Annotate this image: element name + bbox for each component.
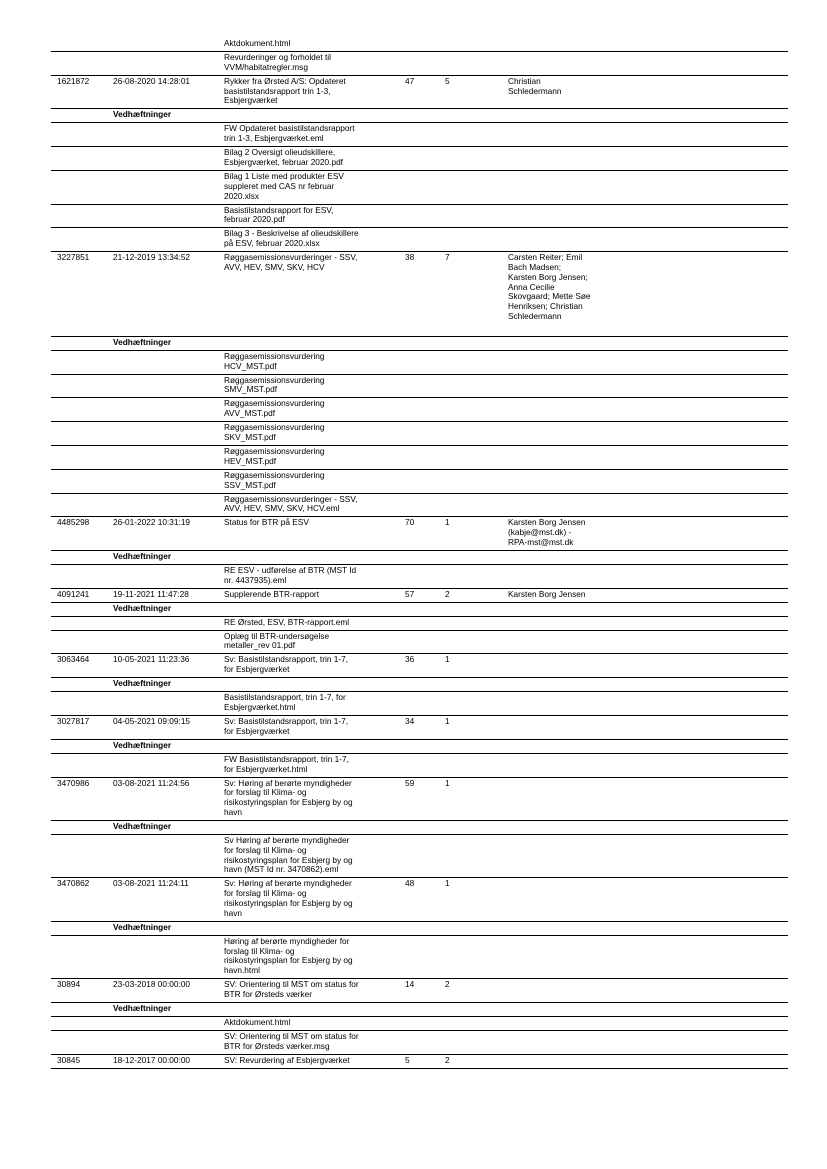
record-row	[51, 654, 788, 678]
attachment-row	[51, 171, 788, 205]
attachment-row	[51, 422, 788, 446]
record-row	[51, 878, 788, 921]
record-id: 30894	[57, 979, 81, 990]
attachment-filename: FW Opdateret basistilstandsrapport trin 1-3, Esbjergværket.eml	[224, 123, 355, 144]
attachment-row	[51, 754, 788, 778]
record-persons: Christian Schledermann	[508, 75, 562, 96]
attachment-filename: Røggasemissionsvurdering SMV_MST.pdf	[224, 374, 325, 395]
record-row	[51, 76, 788, 110]
record-id: 3227851	[57, 252, 90, 263]
attachment-filename: Røggasemissionsvurdering SKV_MST.pdf	[224, 422, 325, 442]
record-date: 19-11-2021 11:47:28	[113, 588, 189, 599]
record-id: 4091241	[57, 588, 90, 599]
record-count-2: 1	[445, 716, 450, 727]
attachments-header-row	[51, 603, 788, 617]
attachment-filename: Høring af berørte myndigheder for forslag til Klima- og risikostyringsplan for Esbjerg by og havn.html	[224, 935, 353, 976]
record-id: 3027817	[57, 716, 90, 727]
attachments-header-row	[51, 922, 788, 936]
record-id: 3470986	[57, 777, 90, 788]
attachments-header-label: Vedhæftninger	[113, 109, 172, 120]
record-date: 18-12-2017 00:00:00	[113, 1054, 191, 1065]
attachment-filename: Aktdokument.html	[224, 38, 291, 48]
attachment-filename: Røggasemissionsvurdering SSV_MST.pdf	[224, 469, 325, 490]
attachments-header-label: Vedhæftninger	[113, 821, 172, 832]
record-count-1: 36	[405, 654, 415, 665]
record-title: Sv: Basistilstandsrapport, trin 1-7, for Esbjergværket	[224, 654, 349, 675]
record-row	[51, 517, 788, 551]
record-title: Sv: Høring af berørte myndigheder for forslag til Klima- og risikostyringsplan for Esbjerg by og havn	[224, 777, 353, 818]
attachments-header-label: Vedhæftninger	[113, 602, 172, 613]
record-count-1: 14	[405, 979, 415, 990]
record-count-1: 70	[405, 517, 415, 528]
attachments-header-row	[51, 109, 788, 123]
attachment-row	[51, 123, 788, 147]
record-date: 10-05-2021 11:23:36	[113, 654, 190, 665]
attachments-header-row	[51, 551, 788, 565]
record-count-2: 5	[445, 75, 450, 86]
attachment-row	[51, 147, 788, 171]
record-row	[51, 252, 788, 337]
attachment-filename: Revurderinger og forholdet til VVM/habitatregler.msg	[224, 52, 331, 72]
attachment-row	[51, 52, 788, 76]
record-count-2: 2	[445, 1054, 450, 1065]
attachments-header-row	[51, 821, 788, 835]
attachments-header-row	[51, 678, 788, 692]
attachments-header-label: Vedhæftninger	[113, 550, 172, 561]
record-date: 23-03-2018 00:00:00	[113, 979, 191, 990]
record-id: 30845	[57, 1054, 81, 1065]
record-title: Røggasemissionsvurderinger - SSV, AVV, HEV, SMV, SKV, HCV	[224, 252, 358, 272]
attachment-row	[51, 398, 788, 422]
attachment-row	[51, 205, 788, 229]
attachment-filename: Bilag 2 Oversigt olieudskillere, Esbjergværket, februar 2020.pdf	[224, 147, 343, 167]
record-count-2: 2	[445, 588, 450, 599]
attachment-row	[51, 617, 788, 631]
record-count-2: 2	[445, 979, 450, 990]
attachment-row	[51, 1031, 788, 1055]
attachment-filename: Oplæg til BTR-undersøgelse metaller_rev 01.pdf	[224, 630, 330, 651]
attachment-row	[51, 375, 788, 399]
attachment-filename: Basistilstandsrapport, trin 1-7, for Esbjergværket.html	[224, 692, 346, 713]
record-row	[51, 716, 788, 740]
attachment-row	[51, 228, 788, 252]
record-row	[51, 979, 788, 1003]
record-count-1: 34	[405, 716, 415, 727]
record-title: Sv: Basistilstandsrapport, trin 1-7, for Esbjergværket	[224, 716, 349, 736]
record-persons: Karsten Borg Jensen (kabje@mst.dk) - RPA-mst@mst.dk	[508, 517, 586, 547]
attachment-filename: Basistilstandsrapport for ESV, februar 2020.pdf	[224, 204, 334, 225]
attachments-header-label: Vedhæftninger	[113, 921, 172, 932]
attachment-row	[51, 38, 788, 52]
attachment-filename: Bilag 1 Liste med produkter ESV suppleret med CAS nr februar 2020.xlsx	[224, 170, 344, 201]
record-title: SV: Revurdering af Esbjergværket	[224, 1054, 350, 1065]
record-date: 03-08-2021 11:24:11	[113, 878, 189, 889]
attachment-filename: Bilag 3 - Beskrivelse af olieudskillere på ESV, februar 2020.xlsx	[224, 228, 359, 249]
record-date: 03-08-2021 11:24:56	[113, 777, 190, 788]
attachment-row	[51, 565, 788, 589]
record-date: 26-08-2020 14:28:01	[113, 75, 191, 86]
attachment-row	[51, 351, 788, 375]
record-date: 04-05-2021 09:09:15	[113, 716, 191, 727]
record-title: SV: Orientering til MST om status for BTR for Ørsteds værker	[224, 979, 359, 1000]
record-count-2: 1	[445, 517, 450, 528]
attachment-filename: Røggasemissionsvurdering HEV_MST.pdf	[224, 445, 325, 466]
record-id: 3063464	[57, 654, 90, 665]
attachment-filename: FW Basistilstandsrapport, trin 1-7, for Esbjergværket.html	[224, 753, 349, 774]
attachments-header-label: Vedhæftninger	[113, 739, 172, 750]
record-count-2: 7	[445, 252, 450, 263]
record-date: 21-12-2019 13:34:52	[113, 252, 191, 263]
record-row	[51, 778, 788, 821]
record-date: 26-01-2022 10:31:19	[113, 517, 191, 528]
record-persons: Carsten Reiter; Emil Bach Madsen; Karsten Borg Jensen; Anna Cecilie Skovgaard; Mette Søe Henriksen; Christian Schledermann	[508, 252, 591, 321]
attachments-header-label: Vedhæftninger	[113, 336, 172, 347]
record-title: Supplerende BTR-rapport	[224, 588, 320, 599]
record-title: Status for BTR på ESV	[224, 517, 309, 528]
record-count-1: 38	[405, 252, 415, 263]
record-row	[51, 589, 788, 603]
attachments-header-label: Vedhæftninger	[113, 1003, 172, 1014]
record-count-1: 57	[405, 588, 415, 599]
record-count-2: 1	[445, 878, 450, 889]
attachment-filename: Røggasemissionsvurdering HCV_MST.pdf	[224, 350, 325, 371]
attachments-header-row	[51, 740, 788, 754]
record-count-1: 5	[405, 1054, 410, 1065]
attachments-header-row	[51, 337, 788, 351]
attachment-row	[51, 692, 788, 716]
record-title: Sv: Høring af berørte myndigheder for forslag til Klima- og risikostyringsplan for Esbjerg by og havn	[224, 878, 353, 918]
attachment-row	[51, 631, 788, 655]
attachment-filename: RE Ørsted, ESV, BTR-rapport.eml	[224, 616, 350, 627]
record-id: 1621872	[57, 75, 90, 86]
record-count-1: 47	[405, 75, 415, 86]
record-persons: Karsten Borg Jensen	[508, 588, 586, 599]
attachment-filename: Aktdokument.html	[224, 1017, 291, 1028]
record-count-1: 59	[405, 777, 415, 788]
attachment-filename: RE ESV - udførelse af BTR (MST Id nr. 4437935).eml	[224, 564, 357, 585]
attachment-filename: Sv Høring af berørte myndigheder for forslag til Klima- og risikostyringsplan for Esbjerg by og havn (MST Id nr. 3470862).eml	[224, 835, 353, 875]
attachment-row	[51, 835, 788, 878]
attachment-row	[51, 494, 788, 518]
attachments-header-label: Vedhæftninger	[113, 678, 172, 689]
attachment-row	[51, 446, 788, 470]
attachment-filename: Røggasemissionsvurdering AVV_MST.pdf	[224, 398, 325, 419]
attachment-row	[51, 1017, 788, 1031]
record-count-2: 1	[445, 777, 450, 788]
record-count-2: 1	[445, 654, 450, 665]
record-id: 4485298	[57, 517, 90, 528]
attachments-header-row	[51, 1003, 788, 1017]
attachment-row	[51, 936, 788, 979]
record-row	[51, 1055, 788, 1069]
document-table	[51, 38, 788, 1069]
record-id: 3470862	[57, 878, 90, 889]
attachment-filename: Røggasemissionsvurderinger - SSV, AVV, HEV, SMV, SKV, HCV.eml	[224, 493, 358, 514]
attachment-filename: SV: Orientering til MST om status for BTR for Ørsteds værker.msg	[224, 1031, 359, 1051]
record-title: Rykker fra Ørsted A/S: Opdateret basistilstandsrapport trin 1-3, Esbjergværket	[224, 75, 346, 106]
attachment-row	[51, 470, 788, 494]
record-count-1: 48	[405, 878, 415, 889]
